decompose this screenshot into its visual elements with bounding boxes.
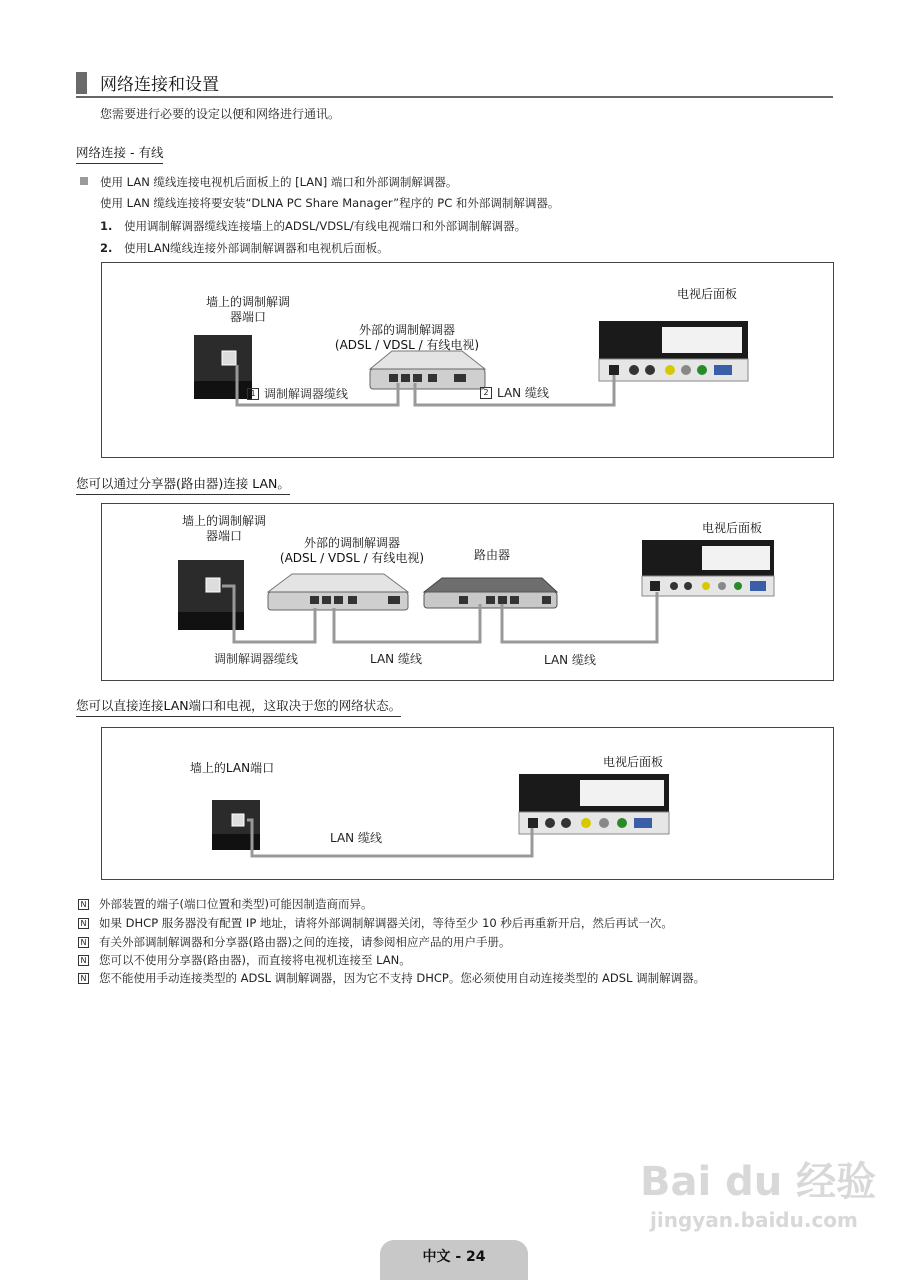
lan-cable <box>247 820 532 856</box>
tv-panel-label: 电视后面板 <box>602 755 663 769</box>
note-icon: N <box>78 937 89 948</box>
section-heading-router: 您可以通过分享器(路由器)连接 LAN。 <box>76 474 290 495</box>
cable1-label: 调制解调器缆线 <box>214 652 299 666</box>
diagram-graphics <box>102 728 833 879</box>
wall-label-line1: 墙上的调制解调 <box>205 295 290 309</box>
modem-label-line2: (ADSL / VDSL / 有线电视) <box>279 551 425 565</box>
tv-back-panel-icon <box>599 321 748 381</box>
step-number: 2. <box>100 241 113 255</box>
step-text: 使用LAN缆线连接外部调制解调器和电视机后面板。 <box>124 241 389 255</box>
note-text: 有关外部调制解调器和分享器(路由器)之间的连接，请参阅相应产品的用户手册。 <box>99 935 511 949</box>
intro-text: 您需要进行必要的设定以便和网络进行通讯。 <box>100 107 341 121</box>
note-text: 如果 DHCP 服务器没有配置 IP 地址，请将外部调制解调器关闭，等待至少 10 秒后再重新开启，然后再试一次。 <box>99 916 673 930</box>
tv-panel-label: 电视后面板 <box>676 287 737 301</box>
diagram-direct-lan <box>101 727 834 880</box>
modem-label <box>262 536 442 566</box>
note-icon: N <box>78 899 89 910</box>
note-icon: N <box>78 955 89 966</box>
note-item <box>78 970 705 986</box>
title-marker <box>76 72 87 94</box>
note-item <box>78 896 372 912</box>
bullet-square <box>80 177 88 185</box>
step-2 <box>100 240 389 256</box>
note-icon: N <box>78 918 89 929</box>
cable-number-badge: 1 <box>247 388 259 400</box>
note-item <box>78 915 673 931</box>
diagram-router-to-tv <box>101 503 834 681</box>
cable-label: LAN 缆线 <box>330 831 382 845</box>
modem-label-line2: (ADSL / VDSL / 有线电视) <box>334 338 480 352</box>
note-item <box>78 952 411 968</box>
cable-label: LAN 缆线 <box>497 386 549 400</box>
wall-label-line2: 器端口 <box>229 310 266 324</box>
wall-label-line1: 墙上的调制解调 <box>181 514 266 528</box>
note-icon: N <box>78 973 89 984</box>
tv-panel-label: 电视后面板 <box>701 521 762 535</box>
section-heading-wired: 网络连接 - 有线 <box>76 143 163 164</box>
step-number: 1. <box>100 219 113 233</box>
cable1-callout <box>247 385 348 402</box>
page-title: 网络连接和设置 <box>100 75 219 95</box>
router-label: 路由器 <box>473 548 510 562</box>
note-text: 您可以不使用分享器(路由器)，而直接将电视机连接至 LAN。 <box>99 953 411 967</box>
step-1 <box>100 218 526 234</box>
cable2-callout <box>480 384 549 401</box>
page-number: 中文 - 24 <box>422 1249 486 1265</box>
wall-port-label <box>188 295 308 325</box>
note-item <box>78 934 510 950</box>
watermark-logo: Bai du 经验 <box>640 1159 877 1205</box>
cable3-label: LAN 缆线 <box>544 653 596 667</box>
cable2-label: LAN 缆线 <box>370 652 422 666</box>
wall-port-icon <box>194 335 252 399</box>
note-text: 您不能使用手动连接类型的 ADSL 调制解调器，因为它不支持 DHCP。您必须使用自动连接类型的 ADSL 调制解调器。 <box>99 971 706 985</box>
tv-back-panel-icon <box>519 774 669 834</box>
modem-icon <box>268 574 408 610</box>
modem-label <box>317 323 497 353</box>
modem-label-line1: 外部的调制解调器 <box>303 536 400 550</box>
diagram-modem-to-tv <box>101 262 834 458</box>
wall-label-line2: 器端口 <box>205 529 242 543</box>
router-icon <box>424 578 557 608</box>
bullet-text-1: 使用 LAN 缆线连接电视机后面板上的 [LAN] 端口和外部调制解调器。 <box>100 175 458 189</box>
section-title-bar <box>76 70 833 98</box>
wall-lan-port-label: 墙上的LAN端口 <box>189 761 275 775</box>
modem-icon <box>370 351 485 389</box>
note-text: 外部装置的端子(端口位置和类型)可能因制造商而异。 <box>99 897 373 911</box>
bullet-text-2: 使用 LAN 缆线连接将要安装“DLNA PC Share Manager”程序的 PC 和外部调制解调器。 <box>100 196 560 210</box>
step-text: 使用调制解调器缆线连接墙上的ADSL/VDSL/有线电视端口和外部调制解调器。 <box>124 219 527 233</box>
tv-back-panel-icon <box>642 540 774 596</box>
section-heading-direct: 您可以直接连接LAN端口和电视，这取决于您的网络状态。 <box>76 696 401 717</box>
page-number-tab <box>380 1240 528 1280</box>
cable-number-badge: 2 <box>480 387 492 399</box>
cable-label: 调制解调器缆线 <box>264 387 349 401</box>
watermark-url: jingyan.baidu.com <box>650 1208 858 1232</box>
modem-label-line1: 外部的调制解调器 <box>358 323 455 337</box>
